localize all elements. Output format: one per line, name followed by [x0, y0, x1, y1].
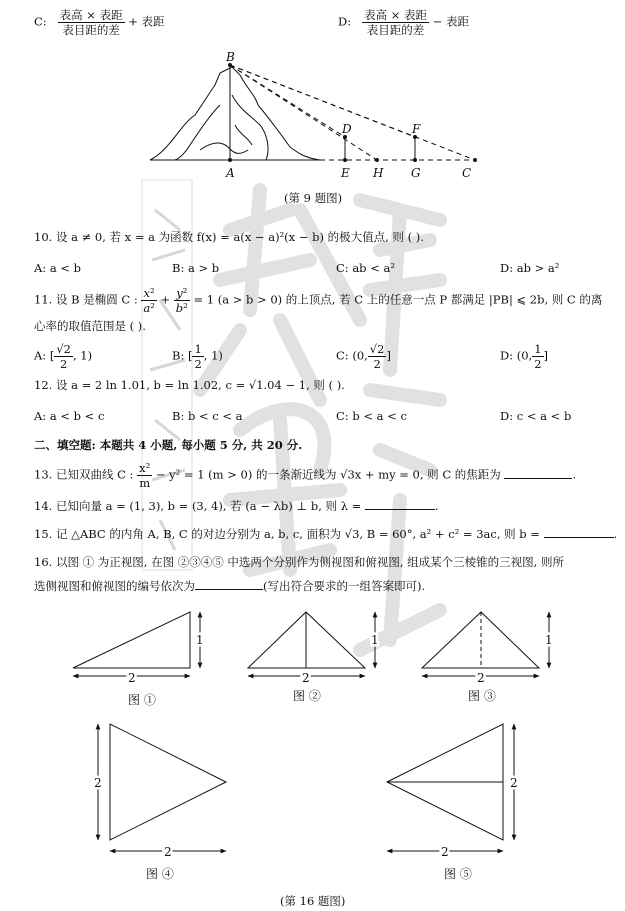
- question-11-line2: 心率的取值范围是 ( ).: [34, 319, 146, 333]
- label-B: B: [226, 50, 235, 64]
- label-H: H: [373, 166, 384, 180]
- q11-option-d: D: (0, $\frac{1}{2}$ ]: [500, 342, 549, 371]
- label-D: D: [342, 122, 352, 136]
- label-G: G: [411, 166, 421, 180]
- q12-option-b: B: b < c < a: [172, 409, 243, 423]
- question-15: 15. 记 △ABC 的内角 A, B, C 的对边分别为 a, b, c, 面积为 √3, B = 60°, a² + c² = 3ac, 则 b = .: [34, 527, 618, 541]
- fig4-dim-2-horizontal: 2: [164, 845, 172, 859]
- q10-option-c: C: ab < a²: [336, 261, 395, 275]
- figure-9-caption: (第 9 题图): [284, 191, 343, 205]
- question-16-line1: 16. 以图 ① 为正视图, 在图 ②③④⑤ 中选两个分别作为侧视图和俯视图, 组成某个三棱锥的三视图, 则所: [34, 555, 564, 569]
- fig5-dim-2-vertical: 2: [510, 776, 518, 790]
- fig1-dim-2: 2: [128, 671, 136, 685]
- q10-option-b: B: a > b: [172, 261, 220, 275]
- answer-blank-16[interactable]: [195, 579, 263, 590]
- label-C: C: [462, 166, 472, 180]
- q11-option-b: B: [ $\frac{1}{2}$ , 1): [172, 342, 223, 371]
- fraction-x2-a2: $\frac{\text{x²}}{\text{a²}}$: [143, 286, 155, 315]
- figure-16-caption: (第 16 题图): [280, 894, 346, 908]
- answer-blank-13[interactable]: [504, 468, 572, 479]
- fig2-caption: 图 ②: [293, 689, 321, 703]
- option-c-q9: C: $\frac{\text{表高 × 表距}}{\text{表目距的差}}$ + 表距: [34, 8, 165, 37]
- fraction-y2-b2: $\frac{\text{y²}}{\text{b²}}$: [175, 286, 188, 315]
- fig2-dim-1: 1: [371, 633, 379, 647]
- q11-option-c: C: (0, $\frac{√2}{2}$ ]: [336, 342, 391, 371]
- fig4-dim-2-vertical: 2: [94, 776, 102, 790]
- question-12-stem: 12. 设 a = 2 ln 1.01, b = ln 1.02, c = √1.04 − 1, 则 ( ).: [34, 378, 345, 392]
- q10-option-d: D: ab > a²: [500, 261, 560, 275]
- fig3-dim-1: 1: [545, 633, 553, 647]
- question-16-line2: 选侧视图和俯视图的编号依次为 (写出符合要求的一组答案即可).: [34, 579, 426, 593]
- fig4-caption: 图 ④: [146, 867, 174, 881]
- fraction: $\frac{\text{表高 × 表距}}{\text{表目距的差}}$: [59, 8, 123, 37]
- figure-9-diagram: [140, 50, 490, 180]
- answer-blank-15[interactable]: [544, 527, 614, 538]
- question-11-stem: 11. 设 B 是椭圆 C : $\frac{\text{x²}}{\text{a²}}$ + $\frac{\text{y²}}{\text{b²}}$ = 1 (a > b > 0) 的上顶点, 若 C 上的任意一点 P 都满足 |PB| ⩽ 2b, 则 C 的离: [34, 286, 603, 315]
- label-E: E: [341, 166, 350, 180]
- fig3-caption: 图 ③: [468, 689, 496, 703]
- answer-blank-14[interactable]: [365, 499, 435, 510]
- question-13: 13. 已知双曲线 C : $\frac{\text{x²}}{m}$ − y² = 1 (m > 0) 的一条渐近线为 √3x + my = 0, 则 C 的焦距为 .: [34, 461, 577, 490]
- figure-16-diagrams: [0, 600, 625, 900]
- fig3-dim-2: 2: [477, 671, 485, 685]
- fig5-caption: 图 ⑤: [444, 867, 472, 881]
- fig2-dim-2: 2: [302, 671, 310, 685]
- fraction-x2-m: $\frac{\text{x²}}{m}$: [139, 461, 151, 490]
- fig1-dim-1: 1: [196, 633, 204, 647]
- q10-option-a: A: a < b: [34, 261, 81, 275]
- label-F: F: [412, 122, 421, 136]
- question-10-stem: 10. 设 a ≠ 0, 若 x = a 为函数 f(x) = a(x − a)²(x − b) 的极大值点, 则 ( ).: [34, 230, 424, 244]
- label-A: A: [226, 166, 235, 180]
- q12-option-a: A: a < b < c: [34, 409, 105, 423]
- fig5-dim-2-horizontal: 2: [441, 845, 449, 859]
- section-2-heading: 二、填空题: 本题共 4 小题, 每小题 5 分, 共 20 分.: [34, 438, 303, 452]
- question-14: 14. 已知向量 a = (1, 3), b = (3, 4), 若 (a − λb) ⊥ b, 则 λ = .: [34, 499, 439, 513]
- q11-option-a: A: [ $\frac{√2}{2}$ , 1): [34, 342, 93, 371]
- q12-option-d: D: c < a < b: [500, 409, 572, 423]
- q12-option-c: C: b < a < c: [336, 409, 407, 423]
- option-d-q9: D: $\frac{\text{表高 × 表距}}{\text{表目距的差}}$ − 表距: [338, 8, 469, 37]
- fraction: $\frac{\text{表高 × 表距}}{\text{表目距的差}}$: [364, 8, 428, 37]
- fig1-caption: 图 ①: [128, 693, 156, 707]
